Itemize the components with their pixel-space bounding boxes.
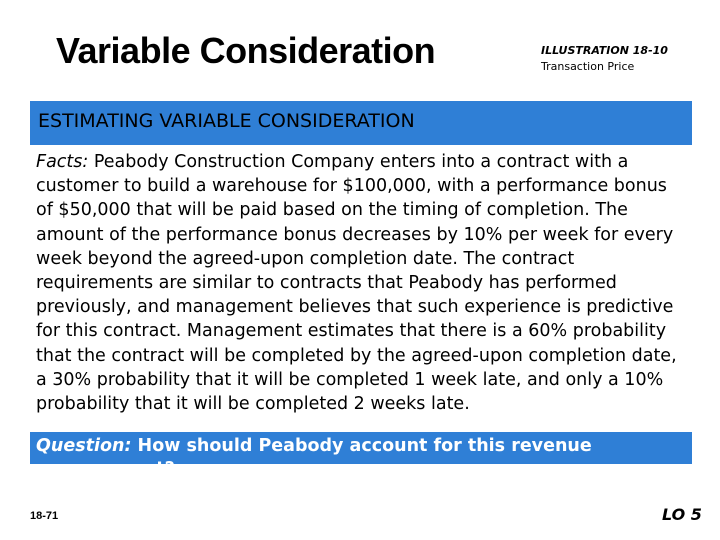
slide-title: Variable Consideration	[56, 30, 436, 71]
illustration-subtitle: Transaction Price	[541, 60, 635, 73]
question-paragraph	[36, 435, 596, 481]
illustration-label: ILLUSTRATION 18-10	[541, 44, 668, 57]
facts-text: Peabody Construction Company enters into a contract with a customer to build a warehouse for $100,000, with a performance bonus of $50,000 that will be paid based on the timing of completion. The amount of the performance bonus decreases by 10% per week for every week beyond the agreed-upon completion date. The contract requirements are similar to contracts that Peabody has performed previously, and management believes that such experience is predictive for this contract. Management estimates that there is a 60% probability that the contract will be completed by the agreed-upon completion date, a 30% probability that it will be completed 1 week late, and only a 10% probability that it will be completed 2 weeks late.	[36, 152, 677, 415]
question-label: Question:	[36, 436, 132, 456]
facts-paragraph	[36, 150, 686, 416]
learning-objective: LO 5	[662, 505, 702, 524]
slide-number: 18-71	[30, 510, 59, 522]
section-banner-title: ESTIMATING VARIABLE CONSIDERATION	[38, 110, 415, 132]
facts-label: Facts:	[36, 152, 89, 172]
question-text: How should Peabody account for this revenue arrangement?	[36, 436, 592, 479]
